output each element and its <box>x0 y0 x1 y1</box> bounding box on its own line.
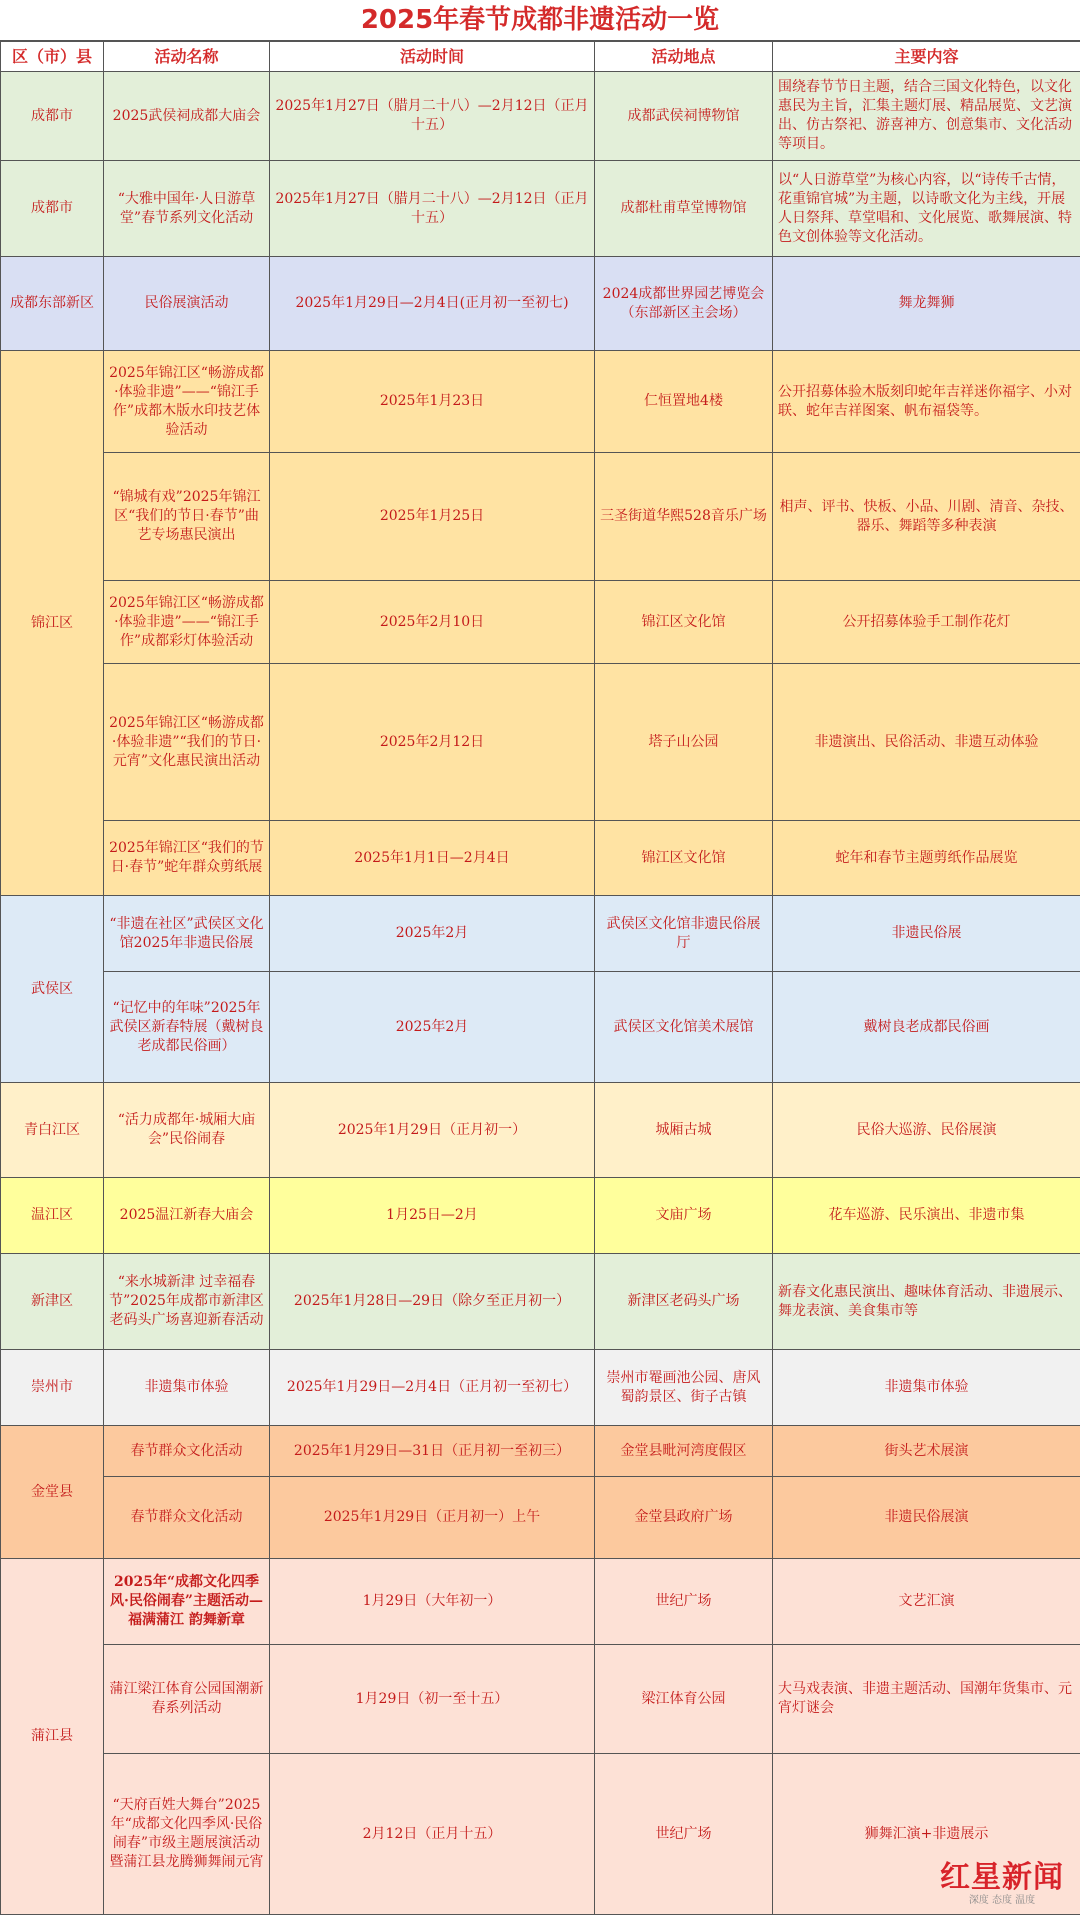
table-row <box>1 1254 1080 1350</box>
main-content-cell: 狮舞汇演+非遗展示 <box>773 1754 1080 1915</box>
activity-name-cell: 2025年锦江区“畅游成都·体验非遗”——“锦江手作”成都木版水印技艺体验活动 <box>104 351 270 453</box>
table-row <box>1 1426 1080 1477</box>
table-row <box>1 453 1080 581</box>
main-content-cell: 公开招募体验木版刻印蛇年吉祥迷你福字、小对联、蛇年吉祥图案、帆布福袋等。 <box>773 351 1080 453</box>
table-row <box>1 161 1080 257</box>
activity-name-cell: “大雅中国年·人日游草堂”春节系列文化活动 <box>104 161 270 257</box>
activity-time-cell: 2025年1月23日 <box>270 351 595 453</box>
activity-place-cell: 锦江区文化馆 <box>595 821 773 896</box>
activity-place-cell: 武侯区文化馆美术展馆 <box>595 972 773 1083</box>
main-content-cell: 围绕春节节日主题，结合三国文化特色，以文化惠民为主旨，汇集主题灯展、精品展览、文艺演出、仿古祭祀、游喜神方、创意集市、文化活动等项目。 <box>773 72 1080 161</box>
watermark-logo <box>932 1861 1072 1907</box>
activity-time-cell: 2025年2月12日 <box>270 664 595 821</box>
activity-place-cell: 文庙广场 <box>595 1178 773 1254</box>
main-content-cell: 公开招募体验手工制作花灯 <box>773 581 1080 664</box>
main-content-cell: 街头艺术展演 <box>773 1426 1080 1477</box>
main-content-cell: 大马戏表演、非遗主题活动、国潮年货集市、元宵灯谜会 <box>773 1645 1080 1754</box>
district-cell: 温江区 <box>1 1178 104 1254</box>
activity-name-cell: 非遗集市体验 <box>104 1350 270 1426</box>
table-row <box>1 664 1080 821</box>
activity-place-cell: 2024成都世界园艺博览会（东部新区主会场） <box>595 257 773 351</box>
main-content-cell: 民俗大巡游、民俗展演 <box>773 1083 1080 1178</box>
table-row <box>1 1350 1080 1426</box>
activity-place-cell: 成都武侯祠博物馆 <box>595 72 773 161</box>
main-content-cell: 相声、评书、快板、小品、川剧、清音、杂技、器乐、舞蹈等多种表演 <box>773 453 1080 581</box>
watermark-slogan: 深度 态度 温度 <box>968 1895 1036 1906</box>
table-row <box>1 1178 1080 1254</box>
header-main-content: 主要内容 <box>773 42 1080 72</box>
district-cell: 蒲江县 <box>1 1559 104 1915</box>
activity-name-cell: 2025武侯祠成都大庙会 <box>104 72 270 161</box>
activity-place-cell: 金堂县政府广场 <box>595 1477 773 1559</box>
header-activity-place: 活动地点 <box>595 42 773 72</box>
activity-name-cell: “锦城有戏”2025年锦江区“我们的节日·春节”曲艺专场惠民演出 <box>104 453 270 581</box>
district-cell: 青白江区 <box>1 1083 104 1178</box>
activity-name-cell: 2025温江新春大庙会 <box>104 1178 270 1254</box>
table-row <box>1 1754 1080 1915</box>
activity-name-cell: 民俗展演活动 <box>104 257 270 351</box>
activity-place-cell: 世纪广场 <box>595 1559 773 1645</box>
activity-name-cell: “记忆中的年味”2025年武侯区新春特展（戴树良老成都民俗画） <box>104 972 270 1083</box>
table-row <box>1 821 1080 896</box>
activity-time-cell: 2025年1月29日—31日（正月初一至初三） <box>270 1426 595 1477</box>
district-cell: 新津区 <box>1 1254 104 1350</box>
activity-time-cell: 1月25日—2月 <box>270 1178 595 1254</box>
activity-time-cell: 2025年1月29日（正月初一） <box>270 1083 595 1178</box>
district-cell: 成都东部新区 <box>1 257 104 351</box>
district-cell: 成都市 <box>1 72 104 161</box>
main-content-cell: 非遗集市体验 <box>773 1350 1080 1426</box>
table-row <box>1 972 1080 1083</box>
activity-place-cell: 成都杜甫草堂博物馆 <box>595 161 773 257</box>
activity-time-cell: 2025年1月29日—2月4日（正月初一至初七） <box>270 1350 595 1426</box>
activity-place-cell: 金堂县毗河湾度假区 <box>595 1426 773 1477</box>
activity-name-cell: “天府百姓大舞台”2025年“成都文化四季风·民俗闹春”市级主题展演活动暨蒲江县龙腾狮舞闹元宵 <box>104 1754 270 1915</box>
activity-place-cell: 仁恒置地4楼 <box>595 351 773 453</box>
main-content-cell: 花车巡游、民乐演出、非遗市集 <box>773 1178 1080 1254</box>
main-content-cell: 新春文化惠民演出、趣味体育活动、非遗展示、舞龙表演、美食集市等 <box>773 1254 1080 1350</box>
main-content-cell: 以“人日游草堂”为核心内容，以“诗传千古情，花重锦官城”为主题，以诗歌文化为主线，开展人日祭拜、草堂唱和、文化展览、歌舞展演、特色文创体验等文化活动。 <box>773 161 1080 257</box>
activity-time-cell: 2025年1月29日—2月4日(正月初一至初七) <box>270 257 595 351</box>
activity-place-cell: 世纪广场 <box>595 1754 773 1915</box>
activity-time-cell: 2025年1月29日（正月初一）上午 <box>270 1477 595 1559</box>
district-cell: 崇州市 <box>1 1350 104 1426</box>
main-content-cell: 非遗演出、民俗活动、非遗互动体验 <box>773 664 1080 821</box>
activity-name-cell: 2025年锦江区“畅游成都·体验非遗”“我们的节日·元宵”文化惠民演出活动 <box>104 664 270 821</box>
activity-time-cell: 1月29日（大年初一） <box>270 1559 595 1645</box>
activity-place-cell: 新津区老码头广场 <box>595 1254 773 1350</box>
district-cell: 锦江区 <box>1 351 104 896</box>
activity-name-cell: “活力成都年·城厢大庙会”民俗闹春 <box>104 1083 270 1178</box>
activity-name-cell: 蒲江梁江体育公园国潮新春系列活动 <box>104 1645 270 1754</box>
district-cell: 武侯区 <box>1 896 104 1083</box>
table-row <box>1 1645 1080 1754</box>
activity-table <box>0 41 1080 1915</box>
activity-name-cell: 2025年锦江区“畅游成都·体验非遗”——“锦江手作”成都彩灯体验活动 <box>104 581 270 664</box>
watermark-name: 红星新闻 <box>940 1860 1064 1895</box>
activity-time-cell: 2025年2月 <box>270 896 595 972</box>
district-cell: 成都市 <box>1 161 104 257</box>
main-content-cell: 非遗民俗展演 <box>773 1477 1080 1559</box>
activity-name-cell: “来水城新津 过幸福春节”2025年成都市新津区老码头广场喜迎新春活动 <box>104 1254 270 1350</box>
activity-time-cell: 2025年1月25日 <box>270 453 595 581</box>
header-activity-name: 活动名称 <box>104 42 270 72</box>
table-row <box>1 1477 1080 1559</box>
table-header-row <box>1 42 1080 72</box>
main-content-cell: 文艺汇演 <box>773 1559 1080 1645</box>
activity-time-cell: 2月12日（正月十五） <box>270 1754 595 1915</box>
activity-name-cell: 2025年“成都文化四季风·民俗闹春”主题活动—福满蒲江 韵舞新章 <box>104 1559 270 1645</box>
activity-place-cell: 塔子山公园 <box>595 664 773 821</box>
table-body <box>1 72 1080 1915</box>
activity-place-cell: 锦江区文化馆 <box>595 581 773 664</box>
activity-place-cell: 崇州市罨画池公园、唐风蜀韵景区、街子古镇 <box>595 1350 773 1426</box>
table-row <box>1 581 1080 664</box>
activity-place-cell: 武侯区文化馆非遗民俗展厅 <box>595 896 773 972</box>
activity-name-cell: 春节群众文化活动 <box>104 1477 270 1559</box>
activity-place-cell: 城厢古城 <box>595 1083 773 1178</box>
table-row <box>1 72 1080 161</box>
header-district: 区（市）县 <box>1 42 104 72</box>
main-content-cell: 舞龙舞狮 <box>773 257 1080 351</box>
table-row <box>1 896 1080 972</box>
table-row <box>1 1559 1080 1645</box>
table-row <box>1 1083 1080 1178</box>
activity-time-cell: 2025年2月10日 <box>270 581 595 664</box>
header-activity-time: 活动时间 <box>270 42 595 72</box>
main-content-cell: 蛇年和春节主题剪纸作品展览 <box>773 821 1080 896</box>
activity-name-cell: 2025年锦江区“我们的节日·春节”蛇年群众剪纸展 <box>104 821 270 896</box>
table-row <box>1 257 1080 351</box>
activity-place-cell: 三圣街道华熙528音乐广场 <box>595 453 773 581</box>
activity-name-cell: “非遗在社区”武侯区文化馆2025年非遗民俗展 <box>104 896 270 972</box>
activity-time-cell: 2025年1月27日（腊月二十八）—2月12日（正月十五） <box>270 161 595 257</box>
activity-time-cell: 2025年1月28日—29日（除夕至正月初一） <box>270 1254 595 1350</box>
activity-time-cell: 1月29日（初一至十五） <box>270 1645 595 1754</box>
main-content-cell: 戴树良老成都民俗画 <box>773 972 1080 1083</box>
activity-time-cell: 2025年1月1日—2月4日 <box>270 821 595 896</box>
activity-time-cell: 2025年2月 <box>270 972 595 1083</box>
table-row <box>1 351 1080 453</box>
main-content-cell: 非遗民俗展 <box>773 896 1080 972</box>
activity-time-cell: 2025年1月27日（腊月二十八）—2月12日（正月十五） <box>270 72 595 161</box>
activity-place-cell: 梁江体育公园 <box>595 1645 773 1754</box>
page-title: 2025年春节成都非遗活动一览 <box>0 0 1080 41</box>
activity-name-cell: 春节群众文化活动 <box>104 1426 270 1477</box>
district-cell: 金堂县 <box>1 1426 104 1559</box>
